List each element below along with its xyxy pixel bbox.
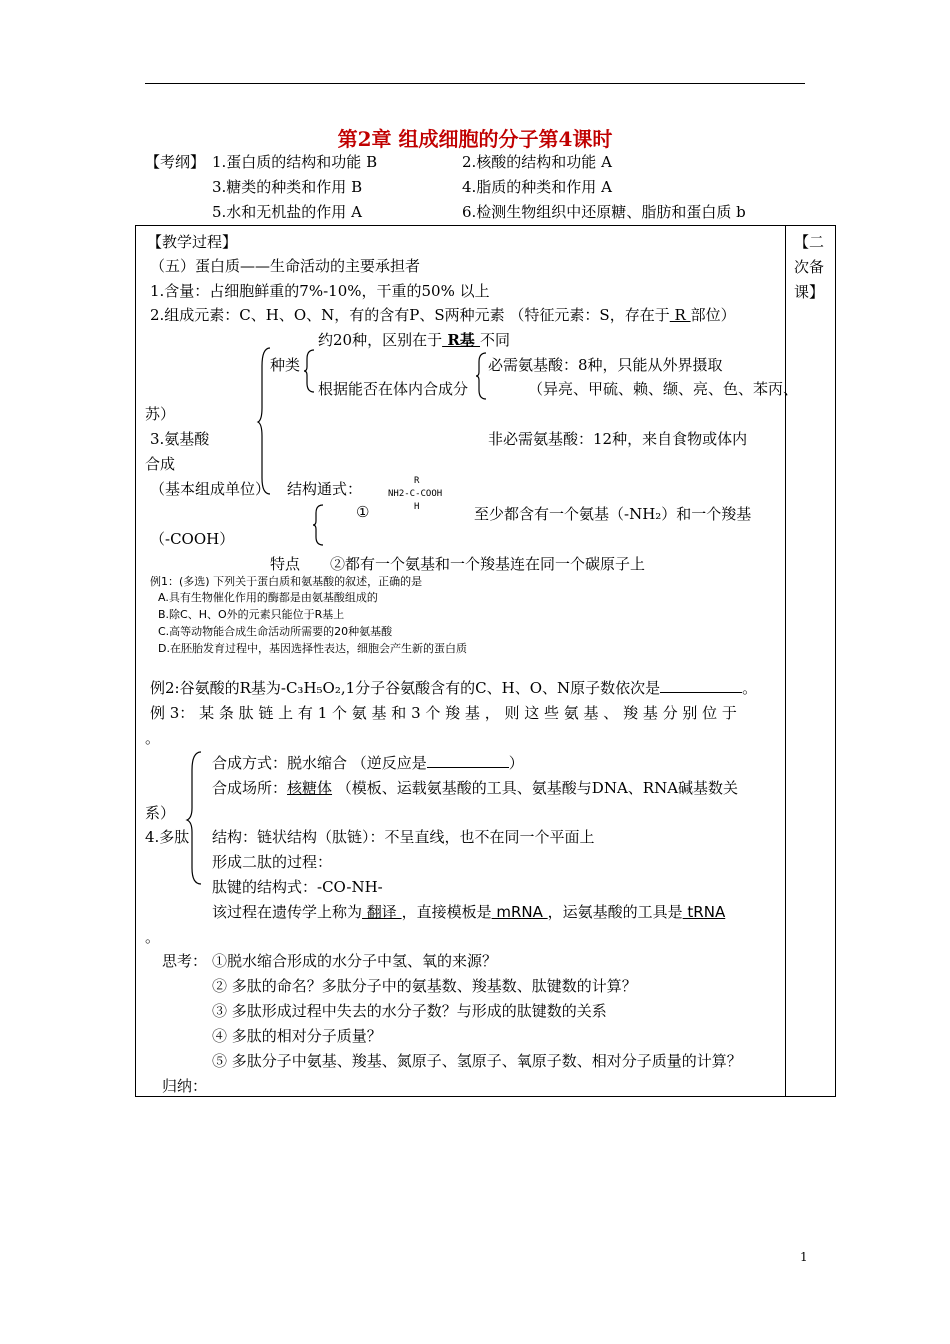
table-divider: [785, 225, 786, 1096]
polypeptide-label: 4.多肽: [145, 828, 190, 846]
example1-stem: 例1：(多选) 下列关于蛋白质和氨基酸的叙述，正确的是: [150, 575, 423, 588]
example1-option: D.在胚胎发育过程中，基因选择性表达，细胞会产生新的蛋白质: [158, 642, 467, 655]
formula-r: R: [414, 476, 420, 486]
structure-line: 结构：链状结构（肽链）：不呈直线，也不在同一个平面上: [212, 828, 595, 846]
example2-end: 。: [742, 679, 758, 697]
example1-option: C.高等动物能合成生命活动所需要的20种氨基酸: [158, 625, 393, 638]
kinds-end: 不同: [480, 331, 511, 349]
formula-h: H: [414, 502, 420, 512]
outline-item: 2.核酸的结构和功能 A: [462, 153, 612, 171]
su-line: 苏）: [145, 405, 176, 423]
method-line: [212, 752, 524, 773]
genetics-answer-trna: tRNA: [682, 903, 726, 921]
header-rule: [145, 83, 805, 84]
synthesis-line: 根据能否在体内合成分: [318, 380, 469, 398]
section-heading: （五）蛋白质——生命活动的主要承担者: [150, 257, 421, 275]
brace-feature: [313, 504, 325, 546]
essential-list: （异亮、甲硫、赖、缬、亮、色、苯丙、: [528, 380, 799, 398]
bond-line: 肽键的结构式：-CO-NH-: [212, 878, 383, 896]
kinds-answer: R基: [442, 331, 481, 349]
example3-end: 。: [145, 729, 161, 747]
synth-line: 合成: [145, 455, 176, 473]
thinking-item: ④ 多肽的相对分子质量？: [212, 1027, 382, 1045]
elements-text: 2.组成元素：C、H、O、N，有的含有P、S两种元素 （特征元素：S，存在于: [150, 306, 670, 324]
summary-label: 归纳：: [162, 1077, 208, 1095]
brace-kinds: [304, 349, 316, 393]
elements-answer: R: [669, 306, 691, 324]
outline-item: 4.脂质的种类和作用 A: [462, 178, 612, 196]
essential-line: 必需氨基酸：8种，只能从外界摄取: [488, 356, 723, 374]
relation-line: 系）: [145, 804, 176, 822]
genetics-end: 。: [145, 928, 161, 946]
genetics-text: 该过程在遗传学上称为: [212, 903, 363, 921]
elements-line: [150, 304, 736, 325]
example1-option: B.除C、H、O外的元素只能位于R基上: [158, 608, 345, 621]
site-text: 合成场所：: [212, 779, 288, 797]
page-title: 第2章 组成细胞的分子第4课时: [337, 127, 613, 151]
point1-number: ①: [356, 503, 370, 521]
thinking-item: ② 多肽的命名？多肽分子中的氨基数、羧基数、肽键数的计算？: [212, 977, 637, 995]
feature-label: 特点: [270, 555, 301, 573]
outline-item: 3.糖类的种类和作用 B: [212, 178, 363, 196]
genetics-answer-mrna: mRNA: [491, 903, 548, 921]
kinds-count-line: [318, 329, 510, 350]
thinking-label: 思考：: [162, 952, 208, 970]
brace-essential: [476, 352, 488, 400]
page-number: 1: [800, 1250, 808, 1264]
kinds-text: 约20种，区别在于: [318, 331, 443, 349]
thinking-item: ③ 多肽形成过程中失去的水分子数？与形成的肽键数的关系: [212, 1002, 607, 1020]
genetics-line: [212, 901, 725, 922]
example2-text: 例2:谷氨酸的R基为-C₃H₅O₂,1分子谷氨酸含有的C、H、O、N原子数依次是: [150, 679, 661, 697]
brace-polypeptide: [187, 750, 203, 886]
thinking-item: ①脱水缩合形成的水分子中氢、氧的来源？: [212, 952, 498, 970]
site-answer: 核糖体: [287, 779, 333, 797]
method-text: 合成方式：脱水缩合 （逆反应是: [212, 754, 427, 772]
process-heading: 【教学过程】: [147, 233, 238, 251]
example2-line: [150, 677, 757, 698]
nonessential-line: 非必需氨基酸：12种，来自食物或体内: [488, 430, 748, 448]
structure-formula-label: 结构通式：: [287, 480, 363, 498]
cooh-line: （-COOH）: [150, 530, 235, 548]
genetics-answer-translation: 翻译: [362, 903, 402, 921]
site-note: （模板、运载氨基酸的工具、氨基酸与DNA、RNA碱基数关: [332, 779, 739, 797]
content-line: 1.含量：占细胞鲜重的7%-10%，干重的50% 以上: [150, 282, 490, 300]
dipeptide-line: 形成二肽的过程：: [212, 853, 333, 871]
elements-end: 部位）: [690, 306, 736, 324]
basic-unit-label: （基本组成单位）: [150, 480, 271, 498]
reverse-reaction-blank[interactable]: [427, 753, 509, 768]
outline-item: 1.蛋白质的结构和功能 B: [212, 153, 378, 171]
point1-text: 至少都含有一个氨基（-NH₂）和一个羧基: [474, 505, 752, 523]
example1-option: A.具有生物催化作用的酶都是由氨基酸组成的: [158, 591, 378, 604]
formula-main: NH2-C-COOH: [388, 489, 443, 499]
kinds-label: 种类: [270, 356, 301, 374]
outline-item: 6.检测生物组织中还原糖、脂肪和蛋白质 b: [462, 203, 746, 221]
example2-blank[interactable]: [660, 678, 742, 693]
site-line: [212, 777, 738, 798]
genetics-mid2: ，运氨基酸的工具是: [547, 903, 683, 921]
point2-text: ②都有一个氨基和一个羧基连在同一个碳原子上: [330, 555, 646, 573]
outline-item: 5.水和无机盐的作用 A: [212, 203, 362, 221]
side-note-line: 【二: [794, 233, 825, 251]
method-end: ）: [508, 754, 524, 772]
side-note-line: 课】: [794, 283, 825, 301]
thinking-item: ⑤ 多肽分子中氨基、羧基、氮原子、氢原子、氧原子数、相对分子质量的计算？: [212, 1052, 742, 1070]
amino-label: 3.氨基酸: [150, 430, 210, 448]
genetics-mid: ，直接模板是: [401, 903, 492, 921]
outline-label: 【考纲】: [145, 153, 206, 171]
example3-line: 例 3： 某 条 肽 链 上 有 1 个 氨 基 和 3 个 羧 基 ， 则 这 些 氨 基 、 羧 基 分 别 位 于: [150, 704, 737, 722]
side-note-line: 次备: [794, 258, 825, 276]
